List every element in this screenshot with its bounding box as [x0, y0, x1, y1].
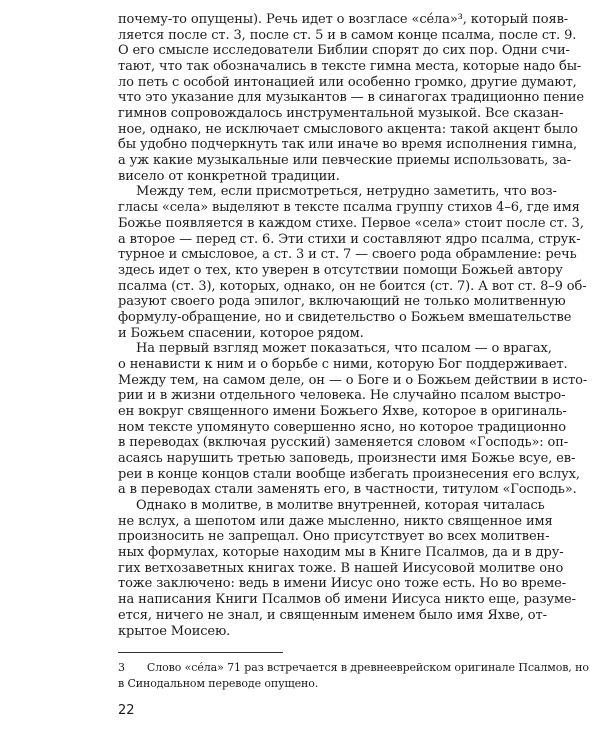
text-line: асаясь нарушить третью заповедь, произнести имя Божье всуе, ев- [118, 451, 576, 467]
text-line: бы удобно подчеркнуть так или иначе во время исполнения гимна, [118, 137, 578, 153]
footnote-line-1 [118, 661, 589, 675]
text-line: крытое Моисею. [118, 623, 231, 639]
footnote-line-2: в Синодальном переводе опущено. [118, 677, 319, 690]
text-line: гих ветхозаветных книгах тоже. В нашей Иисусовой молитве оно [118, 560, 564, 576]
text-line: тоже заключено: ведь в имени Иисус оно тоже есть. Но во време- [118, 576, 567, 592]
text-line: турное и смысловое, а ст. 3 и ст. 7 — своего рода обрамление: речь [118, 247, 577, 263]
text-line: псалма (ст. 3), которых, однако, он не боится (ст. 7). А вот ст. 8–9 об- [118, 278, 587, 294]
text-line: гласы «села» выделяют в тексте псалма группу стихов 4–6, где имя [118, 200, 580, 216]
text-line: разуют своего рода эпилог, включающий не только молитвенную [118, 294, 566, 310]
text-line: Между тем, на самом деле, он — о Боге и о Божьем действии в исто- [118, 372, 588, 388]
footnote-number: 3 [118, 661, 125, 674]
text-line: а уж какие музыкальные или певческие приемы использовать, за- [118, 153, 572, 169]
text-line: что это указание для музыкантов — в синагогах традиционно пение [118, 90, 585, 106]
text-line: рии и в жизни отдельного человека. Не случайно псалом выстро- [118, 388, 566, 404]
text-line: ен вокруг священного имени Божьего Яхве, которое в оригиналь- [118, 404, 567, 419]
text-line: ных формулах, которые находим мы в Книге Псалмов, да и в дру- [118, 545, 564, 561]
text-line: ется, ничего не знал, и священным именем было имя Яхве, от- [118, 607, 547, 623]
text-line: реи в конце концов стали вообще избегать произнесения его вслух, [118, 466, 580, 482]
text-line: О его смысле исследователи Библии спорят до сих пор. Одни счи- [118, 43, 570, 59]
text-line: на написания Книги Псалмов об имени Иисуса никто еще, разуме- [118, 592, 576, 608]
text-line: а второе — перед ст. 6. Эти стихи и составляют ядро псалма, струк- [118, 231, 581, 247]
text-line: Однако в молитве, в молитве внутренней, которая читалась [136, 498, 545, 514]
footnote-text-1: Слово «се́ла» 71 раз встречается в древнееврейском оригинале Псалмов, но [146, 661, 589, 674]
text-line: ляется после ст. 3, после ст. 5 и в самом конце псалма, после ст. 9. [118, 27, 577, 43]
text-line: Божье появляется в каждом стихе. Первое «села» стоит после ст. 3, [118, 215, 584, 231]
text-line: висело от конкретной традиции. [118, 168, 340, 184]
text-line: ло петь с особой интонацией или особенно громко, другие думают, [118, 74, 577, 90]
text-line: в переводах (включая русский) заменяется словом «Господь»: оп- [118, 435, 569, 451]
text-line: здесь идет о тех, кто уверен в отсутствии помощи Божьей автору [118, 262, 563, 278]
text-line: формулу-обращение, но и свидетельство о Божьем вмешательстве [118, 309, 572, 325]
text-line: не вслух, а шепотом или даже мысленно, никто священное имя [118, 513, 553, 529]
text-line: произносить не запрещал. Оно присутствует во всех молитвен- [118, 529, 550, 545]
text-line: тают, что так обозначались в тексте гимна места, которые надо бы- [118, 59, 582, 75]
text-line: почему-то опущены). Речь идет о возгласе «се́ла»³, который появ- [118, 12, 569, 27]
text-line: ное, однако, не исключает смыслового акцента: такой акцент было [118, 121, 578, 137]
text-line: а в переводах стали заменять его, в частности, титулом «Господь». [118, 482, 577, 498]
text-line: На первый взгляд может показаться, что псалом — о врагах, [136, 341, 552, 357]
page-number: 22 [118, 703, 135, 718]
text-line: гимнов сопровождалось инструментальной музыкой. Все сказан- [118, 106, 564, 122]
text-line: о ненависти к ним и о борьбе с ними, которую Бог поддерживает. [118, 356, 568, 372]
footnote-rule [118, 652, 283, 653]
text-line: Между тем, если присмотреться, нетрудно заметить, что воз- [136, 184, 557, 200]
text-line: и Божьем спасении, которое рядом. [118, 325, 364, 341]
text-line: ном тексте упомянуто совершенно ясно, но которое традиционно [118, 419, 567, 435]
